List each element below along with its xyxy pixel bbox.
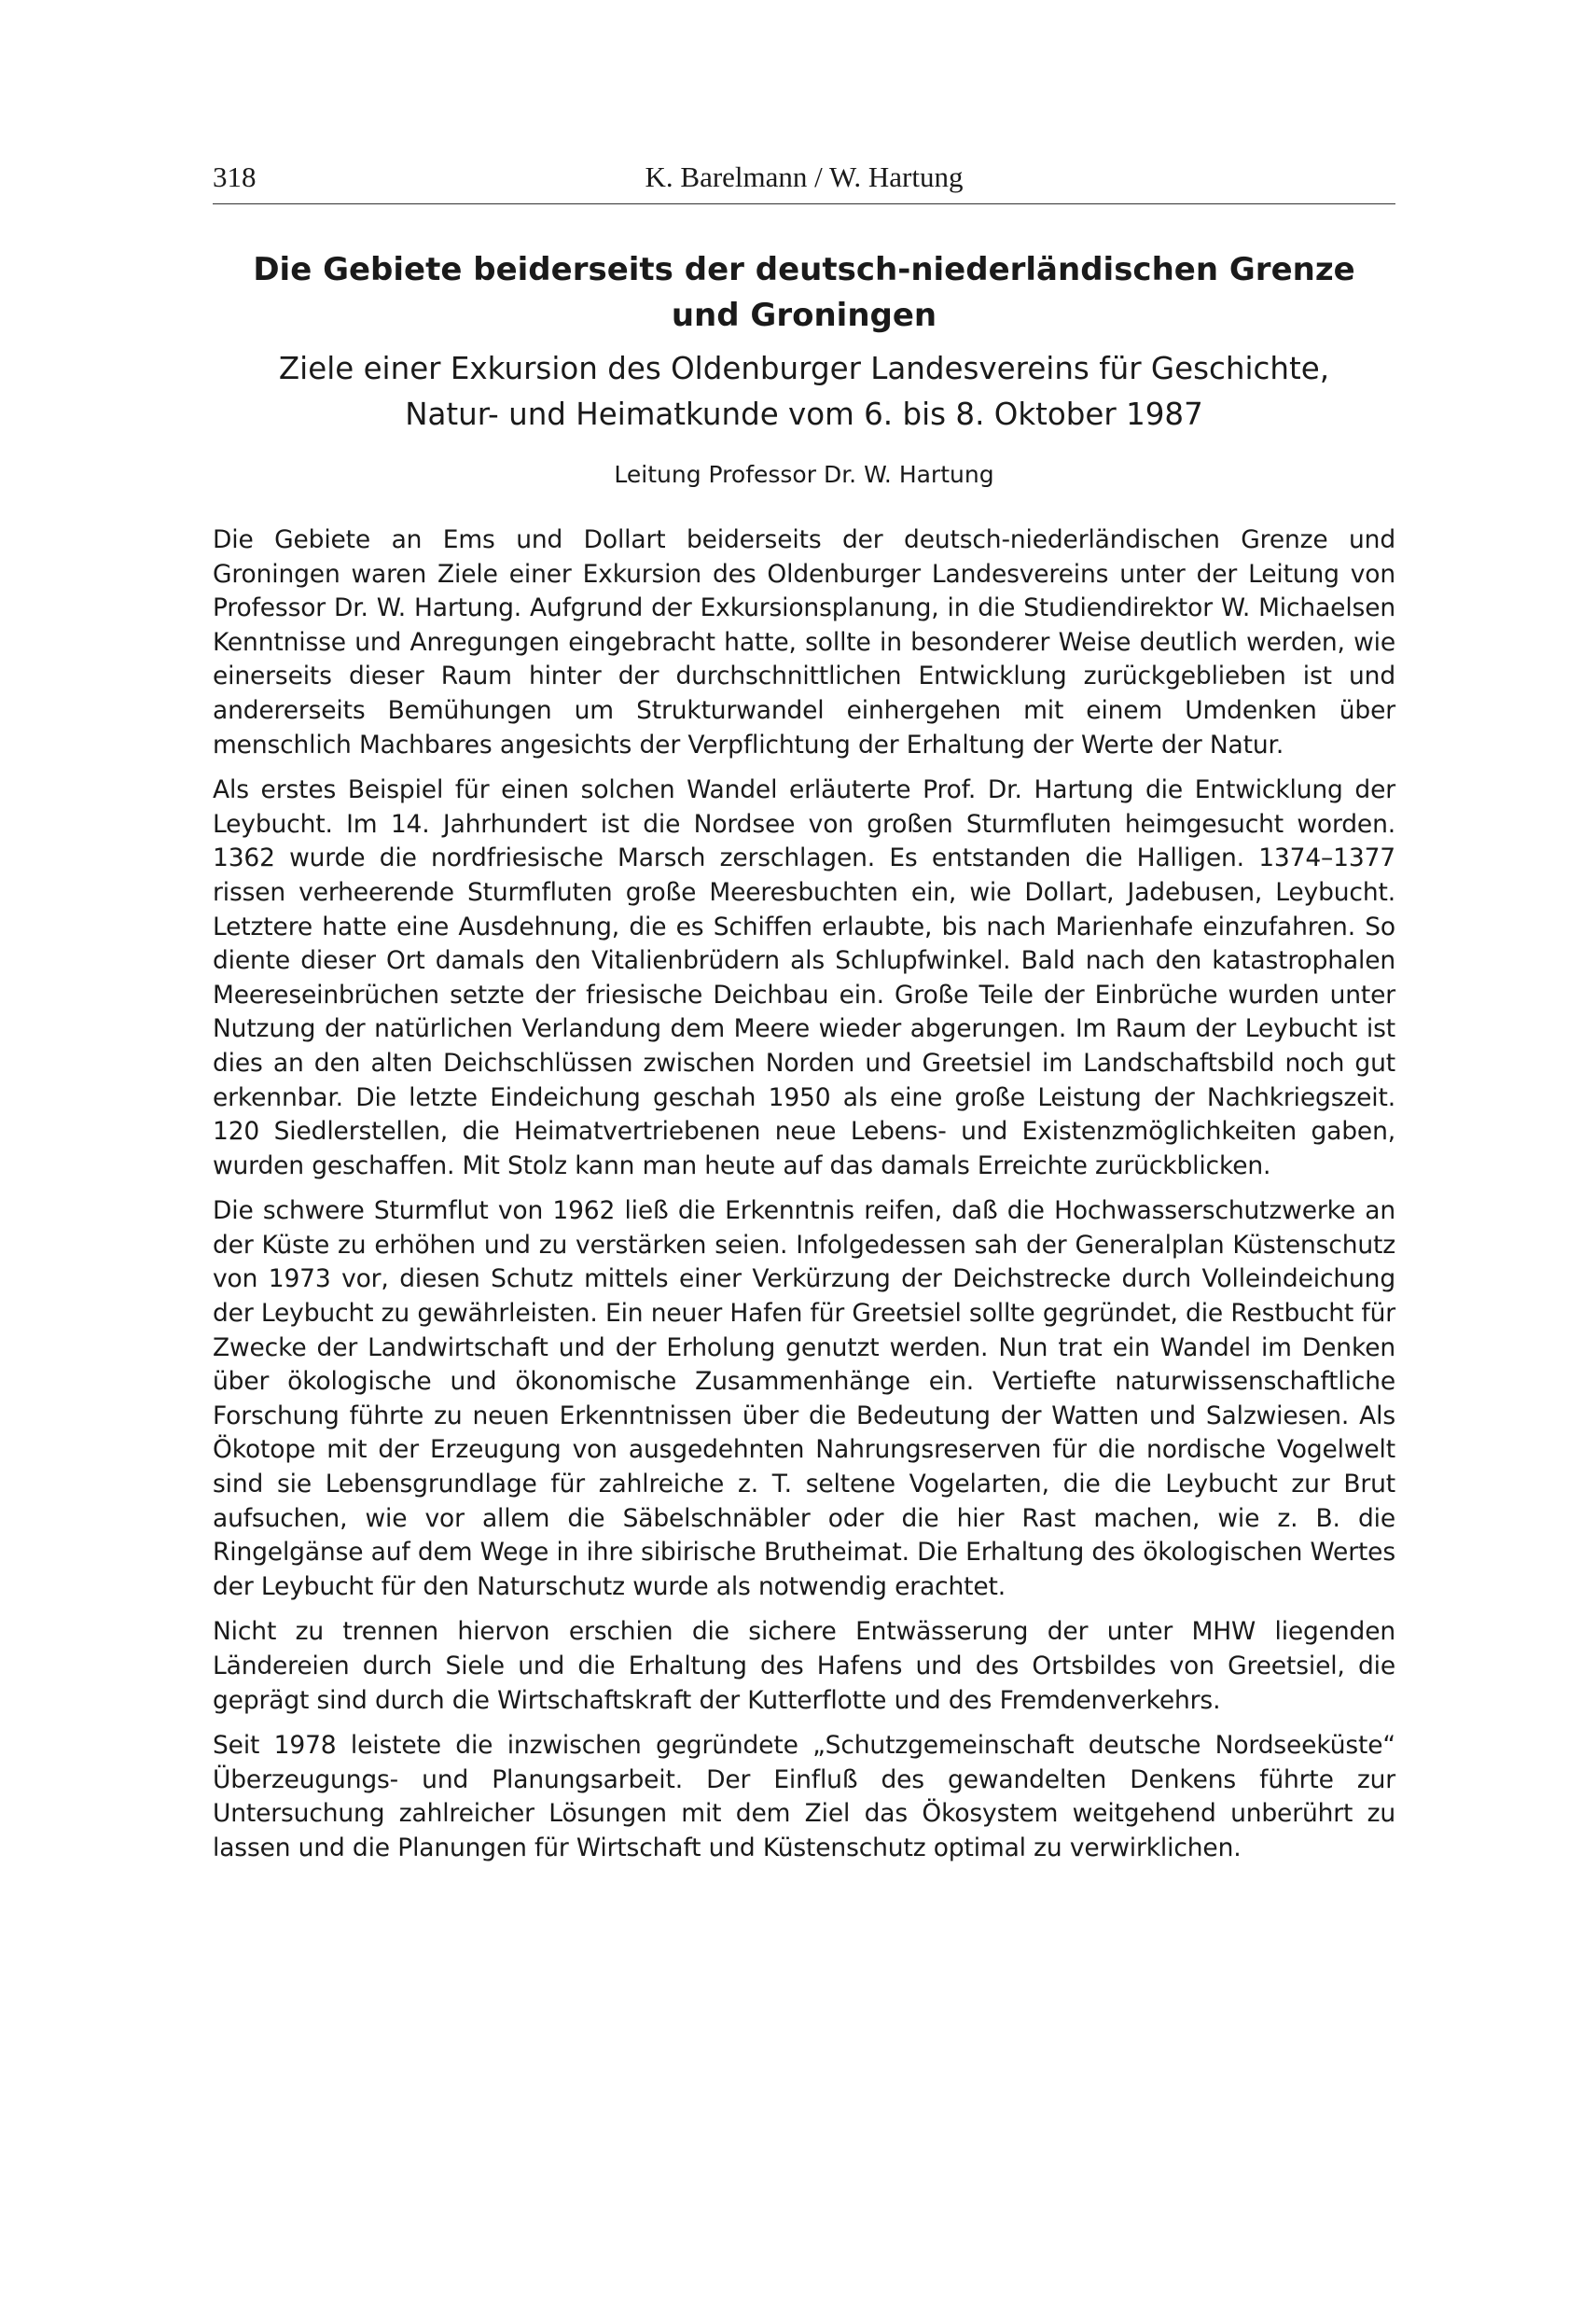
article-subtitle-line-1: Ziele einer Exkursion des Oldenburger Landesvereins für Geschichte, bbox=[278, 351, 1330, 386]
page-number: 318 bbox=[213, 160, 257, 193]
running-header bbox=[213, 159, 1395, 204]
article-title bbox=[213, 247, 1395, 339]
excursion-leader: Leitung Professor Dr. W. Hartung bbox=[614, 461, 994, 488]
header-authors: K. Barelmann / W. Hartung bbox=[645, 160, 964, 193]
paragraph-2: Als erstes Beispiel für einen solchen Wandel erläuterte Prof. Dr. Hartung die Entwicklung der Leybucht. Im 14. Jahrhundert ist die Nordsee von großen Sturmfluten heimgesucht worden. 1362 wurde die nordfriesische Marsch zerschlagen. Es entstanden die Halligen. 1374–1377 rissen verheerende Sturmfluten große Meeresbuchten ein, wie Dollart, Jadebusen, Leybucht. Letztere hatte eine Ausdehnung, die es Schiffen erlaubte, bis nach Marienhafe einzufahren. So diente dieser Ort damals den Vitalienbrüdern als Schlupfwinkel. Bald nach den katastrophalen Meereseinbrüchen setzte der friesische Deichbau ein. Große Teile der Einbrüche wurden unter Nutzung der natürlichen Verlandung dem Meere wieder abgerungen. Im Raum der Leybucht ist dies an den alten Deichschlüssen zwischen Norden und Greetsiel im Landschaftsbild noch gut erkennbar. Die letzte Eindeichung geschah 1950 als eine große Leistung der Nachkriegszeit. 120 Siedlerstellen, die Heimatvertriebenen neue Lebens- und Existenzmöglichkeiten gaben, wurden geschaffen. Mit Stolz kann man heute auf das damals Erreichte zurückblicken. bbox=[213, 775, 1395, 1180]
paragraph-3: Die schwere Sturmflut von 1962 ließ die Erkenntnis reifen, daß die Hochwasserschutzwerke an der Küste zu erhöhen und zu verstärken seien. Infolgedessen sah der Generalplan Küstenschutz von 1973 vor, diesen Schutz mittels einer Verkürzung der Deichstrecke durch Volleindeichung der Leybucht zu gewährleisten. Ein neuer Hafen für Greetsiel sollte gegründet, die Restbucht für Zwecke der Landwirtschaft und der Erholung genutzt werden. Nun trat ein Wandel im Denken über ökologische und ökonomische Zusammenhänge ein. Vertiefte naturwissenschaftliche Forschung führte zu neuen Erkenntnissen über die Bedeutung der Watten und Salzwiesen. Als Ökotope mit der Erzeugung von ausgedehnten Nahrungsreserven für die nordische Vogelwelt sind sie Lebensgrundlage für zahlreiche z. T. seltene Vogelarten, die die Leybucht zur Brut aufsuchen, wie vor allem die Säbelschnäbler oder die hier Rast machen, wie z. B. die Ringelgänse auf dem Wege in ihre sibirische Brutheimat. Die Erhaltung des ökologischen Wertes der Leybucht für den Naturschutz wurde als notwendig erachtet. bbox=[213, 1196, 1395, 1601]
article-title-block bbox=[213, 247, 1395, 492]
article-subtitle bbox=[213, 346, 1395, 438]
article-subtitle-line-2: Natur- und Heimatkunde vom 6. bis 8. Oktober 1987 bbox=[405, 397, 1203, 432]
article-body bbox=[213, 523, 1395, 1866]
paragraph-4: Nicht zu trennen hiervon erschien die sichere Entwässerung der unter MHW liegenden Ländereien durch Siele und die Erhaltung des Hafens und des Ortsbildes von Greetsiel, die geprägt sind durch die Wirtschaftskraft der Kutterflotte und des Fremdenverkehrs. bbox=[213, 1617, 1395, 1715]
document-page bbox=[213, 159, 1395, 1877]
article-title-line-2: und Groningen bbox=[671, 297, 937, 334]
article-title-line-1: Die Gebiete beiderseits der deutsch-niederländischen Grenze bbox=[253, 251, 1355, 288]
paragraph-5: Seit 1978 leistete die inzwischen gegründete „Schutzgemeinschaft deutsche Nordseeküste“ Überzeugungs- und Planungsarbeit. Der Einfluß des gewandelten Denkens führte zur Untersuchung zahlreicher Lösungen mit dem Ziel das Ökosystem weitgehend unberührt zu lassen und die Planungen für Wirtschaft und Küstenschutz optimal zu verwirklichen. bbox=[213, 1731, 1395, 1862]
paragraph-1: Die Gebiete an Ems und Dollart beiderseits der deutsch-niederländischen Grenze und Groningen waren Ziele einer Exkursion des Oldenburger Landesvereins unter der Leitung von Professor Dr. W. Hartung. Aufgrund der Exkursionsplanung, in die Studiendirektor W. Michaelsen Kenntnisse und Anregungen eingebracht hatte, sollte in besonderer Weise deutlich werden, wie einerseits dieser Raum hinter der durchschnittlichen Entwicklung zurückgeblieben ist und andererseits Bemühungen um Strukturwandel einhergehen mit einem Umdenken über menschlich Machbares angesichts der Verpflichtung der Erhaltung der Werte der Natur. bbox=[213, 525, 1395, 760]
